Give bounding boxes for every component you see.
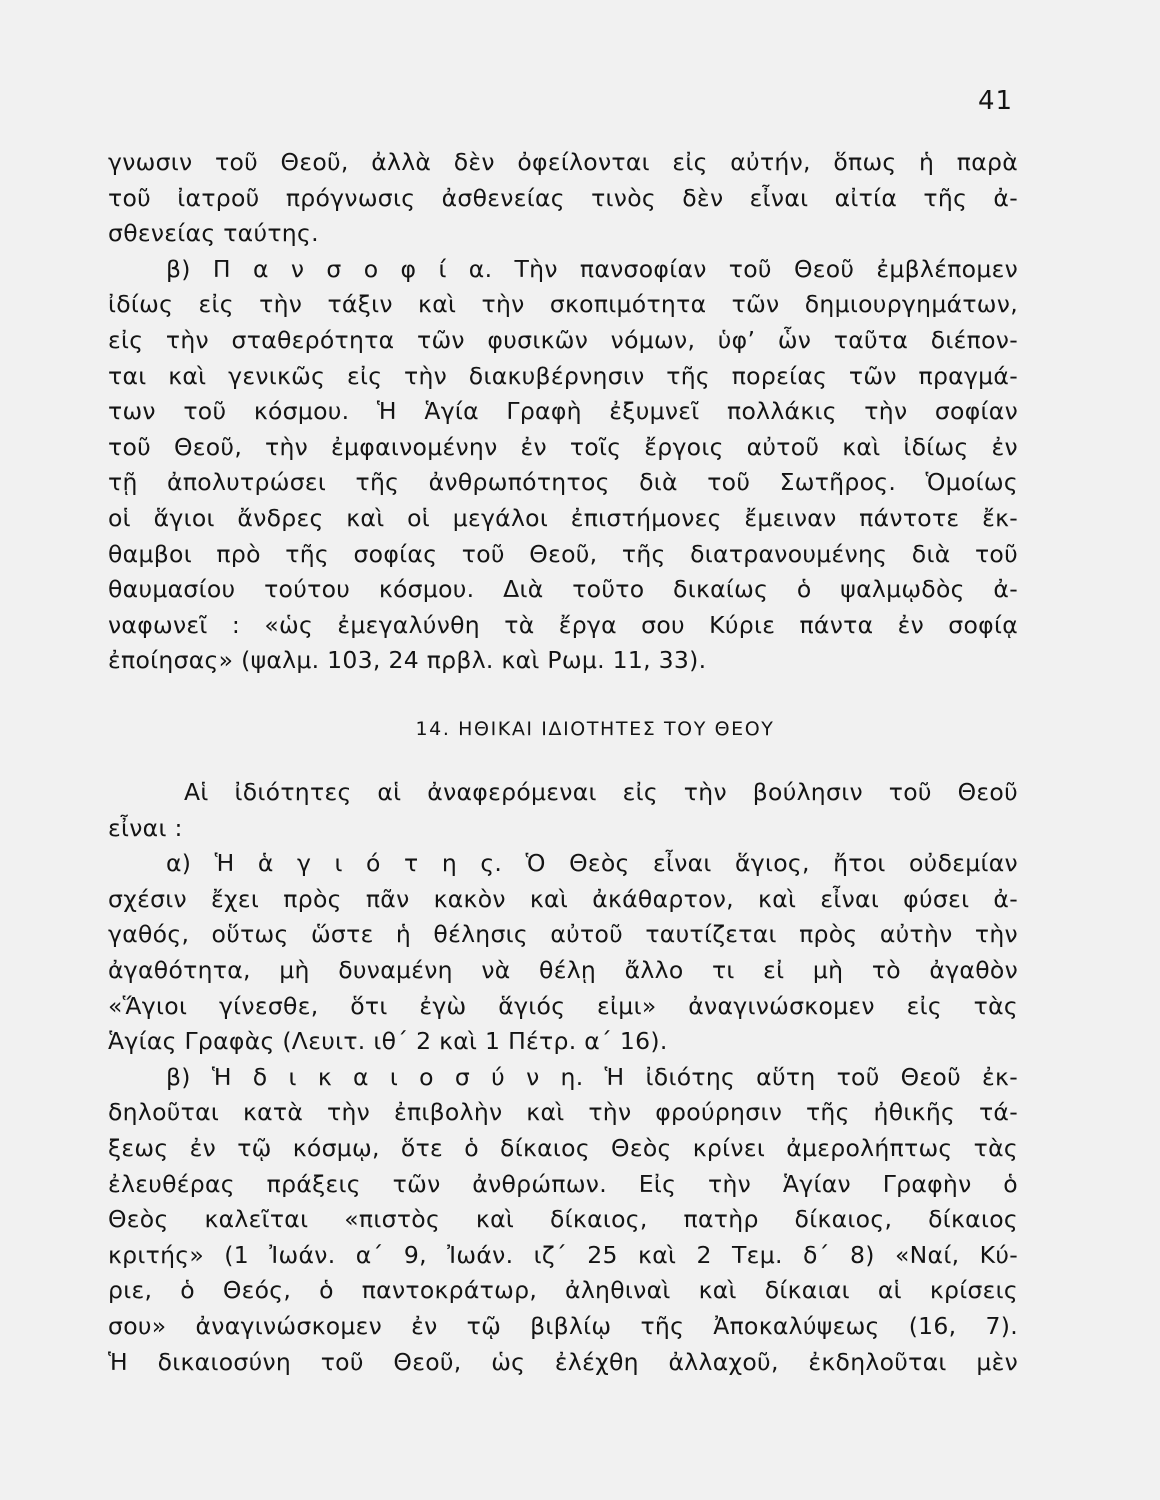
text-line: σχέσιν ἔχει πρὸς πᾶν κακὸν καὶ ἀκάθαρτον, καὶ εἶναι φύσει ἀ- bbox=[108, 884, 1018, 913]
text-line: ριε, ὁ Θεός, ὁ παντοκράτωρ, ἀληθιναὶ καὶ δίκαιαι αἱ κρίσεις bbox=[108, 1276, 1018, 1305]
text-line: εἶναι : bbox=[108, 813, 183, 842]
text-line: γαθός, οὕτως ὥστε ἡ θέλησις αὐτοῦ ταυτίζεται πρὸς αὐτὴν τὴν bbox=[108, 920, 1018, 949]
text-line: ξεως ἐν τῷ κόσμῳ, ὅτε ὁ δίκαιος Θεὸς κρίνει ἀμερολήπτως τὰς bbox=[108, 1133, 1018, 1162]
text-line: των τοῦ κόσμου. Ἡ Ἁγία Γραφὴ ἐξυμνεῖ πολλάκις τὴν σοφίαν bbox=[108, 397, 1018, 426]
text-line: σου» ἀναγινώσκομεν ἐν τῷ βιβλίῳ τῆς Ἀποκαλύψεως (16, 7). bbox=[108, 1311, 1018, 1340]
paragraph-justice-start: β) Ἡ δ ι κ α ι ο σ ύ ν η. Ἡ ἰδιότης αὕτη τοῦ Θεοῦ ἐκ- bbox=[166, 1062, 1018, 1091]
text-line: θαυμασίου τούτου κόσμου. Διὰ τοῦτο δικαίως ὁ ψαλμῳδὸς ἀ- bbox=[108, 575, 1018, 604]
section-omniscience-text bbox=[108, 145, 1018, 679]
text-line: σθενείας ταύτης. bbox=[108, 219, 319, 248]
text-line: δηλοῦται κατὰ τὴν ἐπιβολὴν καὶ τὴν φρούρησιν τῆς ἠθικῆς τά- bbox=[108, 1098, 1018, 1127]
text-line: τῇ ἀπολυτρώσει τῆς ἀνθρωπότητος διὰ τοῦ Σωτῆρος. Ὁμοίως bbox=[108, 468, 1018, 497]
text-line: ἰδίως εἰς τὴν τάξιν καὶ τὴν σκοπιμότητα τῶν δημιουργημάτων, bbox=[108, 290, 1018, 319]
text-line: γνωσιν τοῦ Θεοῦ, ἀλλὰ δὲν ὀφείλονται εἰς αὐτήν, ὅπως ἡ παρὰ bbox=[108, 148, 1018, 176]
text-line: ἀγαθότητα, μὴ δυναμένη νὰ θέλῃ ἄλλο τι εἰ μὴ τὸ ἀγαθὸν bbox=[108, 955, 1018, 984]
section-ethical-attributes-text bbox=[108, 775, 1018, 1380]
text-line: Ἁγίας Γραφὰς (Λευιτ. ιθ΄ 2 καὶ 1 Πέτρ. α΄ 16). bbox=[108, 1027, 668, 1056]
text-line: Θεὸς καλεῖται «πιστὸς καὶ δίκαιος, πατὴρ δίκαιος, δίκαιος bbox=[108, 1205, 1018, 1234]
text-line: ἐποίησας» (ψαλμ. 103, 24 πρβλ. καὶ Ρωμ. 11, 33). bbox=[108, 646, 707, 675]
section-heading: 14. ΗΘΙΚΑΙ ΙΔΙΟΤΗΤΕΣ ΤΟΥ ΘΕΟΥ bbox=[415, 718, 775, 740]
text-line: εἰς τὴν σταθερότητα τῶν φυσικῶν νόμων, ὑφ’ ὧν ταῦτα διέπον- bbox=[108, 325, 1018, 354]
text-line: οἱ ἅγιοι ἄνδρες καὶ οἱ μεγάλοι ἐπιστήμονες ἔμειναν πάντοτε ἔκ- bbox=[108, 503, 1018, 532]
page-number: 41 bbox=[978, 86, 1014, 116]
text-line: θαμβοι πρὸ τῆς σοφίας τοῦ Θεοῦ, τῆς διατρανουμένης διὰ τοῦ bbox=[108, 539, 1018, 568]
text-line: Ἡ δικαιοσύνη τοῦ Θεοῦ, ὡς ἐλέχθη ἀλλαχοῦ, ἐκδηλοῦται μὲν bbox=[108, 1347, 1018, 1376]
text-line: «Ἅγιοι γίνεσθε, ὅτι ἐγὼ ἅγιός εἰμι» ἀναγινώσκομεν εἰς τὰς bbox=[108, 991, 1018, 1020]
paragraph-intro-start: Αἱ ἰδιότητες αἱ ἀναφερόμεναι εἰς τὴν βούλησιν τοῦ Θεοῦ bbox=[184, 778, 1018, 806]
text-line: ἐλευθέρας πράξεις τῶν ἀνθρώπων. Εἰς τὴν Ἁγίαν Γραφὴν ὁ bbox=[108, 1169, 1018, 1198]
text-line: κριτής» (1 Ἰωάν. α΄ 9, Ἰωάν. ιζ΄ 25 καὶ 2 Τεμ. δ΄ 8) «Ναί, Κύ- bbox=[108, 1240, 1018, 1269]
text-line: ται καὶ γενικῶς εἰς τὴν διακυβέρνησιν τῆς πορείας τῶν πραγμά- bbox=[108, 361, 1018, 390]
text-line: ναφωνεῖ : «ὡς ἐμεγαλύνθη τὰ ἔργα σου Κύριε πάντα ἐν σοφίᾳ bbox=[108, 610, 1018, 639]
paragraph-holiness-start: α) Ἡ ἁ γ ι ό τ η ς. Ὁ Θεὸς εἶναι ἅγιος, ἤτοι οὐδεμίαν bbox=[166, 849, 1018, 878]
text-line: τοῦ Θεοῦ, τὴν ἐμφαινομένην ἐν τοῖς ἔργοις αὐτοῦ καὶ ἰδίως ἐν bbox=[108, 432, 1018, 461]
paragraph-pansophia-start: β) Π α ν σ ο φ ί α. Τὴν πανσοφίαν τοῦ Θεοῦ ἐμβλέπομεν bbox=[166, 254, 1018, 283]
text-line: τοῦ ἰατροῦ πρόγνωσις ἀσθενείας τινὸς δὲν εἶναι αἰτία τῆς ἀ- bbox=[108, 183, 1018, 212]
